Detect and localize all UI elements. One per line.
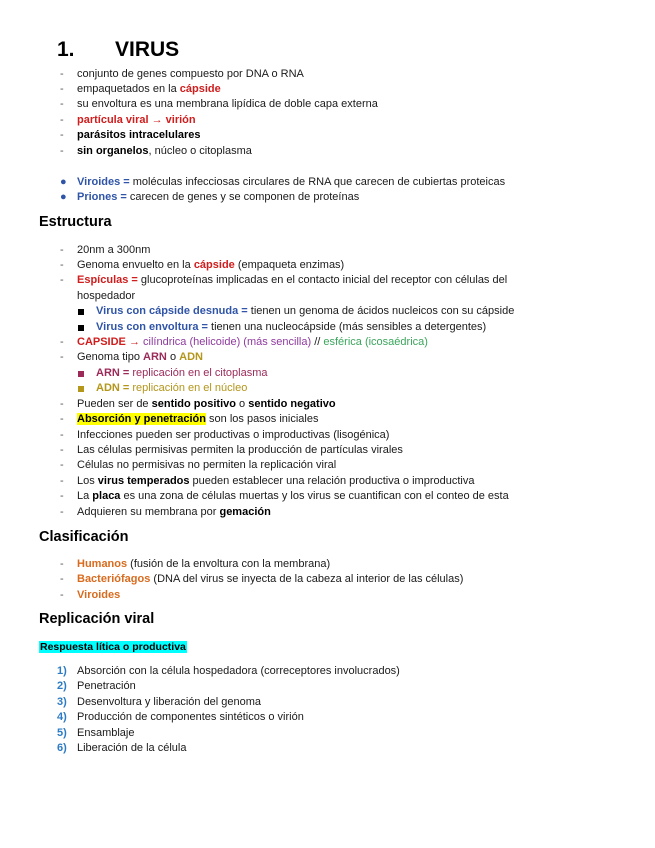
step-item: Ensamblaje — [77, 727, 135, 739]
list-item: Las células permisivas permiten la producción de partículas virales — [77, 444, 403, 456]
sub-list-item: ADN = replicación en el núcleo — [96, 382, 248, 394]
subheading-respuesta-litica: Respuesta lítica o productiva — [40, 641, 186, 653]
list-item: Espículas = glucoproteínas implicadas en el contacto inicial del receptor con células del — [77, 274, 508, 286]
step-item: Producción de componentes sintéticos o virión — [77, 711, 304, 723]
list-item: sin organelos, núcleo o citoplasma — [77, 145, 252, 157]
list-item: Absorción y penetración son los pasos iniciales — [77, 413, 319, 425]
square-bullet-icon — [78, 386, 84, 392]
list-item: Bacteriófagos (DNA del virus se inyecta de la cabeza al interior de las células) — [77, 573, 464, 585]
square-bullet-icon — [78, 325, 84, 331]
list-item: conjunto de genes compuesto por DNA o RNA — [77, 68, 304, 80]
list-item: Infecciones pueden ser productivas o improductivas (lisogénica) — [77, 429, 390, 441]
square-bullet-icon — [78, 371, 84, 377]
list-item: Viroides — [77, 589, 121, 601]
bullet-icon: ● — [60, 176, 67, 188]
list-item: partícula viral → virión — [77, 114, 196, 126]
section-heading-estructura: Estructura — [39, 214, 112, 230]
list-item: Pueden ser de sentido positivo o sentido negativo — [77, 398, 336, 410]
list-item: su envoltura es una membrana lipídica de doble capa externa — [77, 98, 378, 110]
list-item: Genoma envuelto en la cápside (empaqueta enzimas) — [77, 259, 345, 271]
document-page: 1. VIRUS - conjunto de genes compuesto por DNA o RNA - empaquetados en la cápside - su envoltura es una membrana lipídica de doble capa externa - partícula viral → virión - parásitos intracelulares - sin organelos, núcleo o citoplasma ● Viroides = moléculas infecciosas circulares de RNA que carecen de cubiertas proteicas ● Priones = carecen de genes y se componen de proteínas Estructura - 20nm a 300nm - Genoma envuelto en la cápside (empaqueta enzimas) - Espículas = glucoproteínas implicadas en el contacto inicial del receptor con células del hospedador Virus con cápside desnuda = tienen un genoma de ácidos nucleicos con su cápside Virus con envoltura = tienen una nucleocápside (más sensibles a detergentes) - CAPSIDE → cilíndrica (helicoide) (más sencilla) // esférica (icosaédrica) - Genoma tipo ARN o ADN ARN = replicación en el citoplasma ADN = replicación en el núcleo - Pueden ser de sentido positivo o sentido negativo - Absorción y penetración son los pasos iniciales - Infecciones pueden ser productivas o improductivas (lisogénica) - Las células permisivas permiten la producción de partículas virales - Células no permisivas no permiten la replicación viral - Los virus temperados pueden establecer una relación productiva o improductiva - La placa es una zona de células muertas y los virus se cuantifican con el conteo de esta - Adquieren su membrana por gemación Clasificación - Humanos (fusión de la envoltura con la membrana) - Bacteriófagos (DNA del virus se inyecta de la cabeza al interior de las células) - Viroides Replicación viral Respuesta lítica o productiva 1) Absorción con la célula hospedadora (correceptores involucrados) 2) Penetración 3) Desenvoltura y liberación del genoma 4) Producción de componentes sintéticos o virión 5) Ensamblaje 6) Liberación de la célula — [39, 38, 515, 754]
list-item: Viroides = moléculas infecciosas circulares de RNA que carecen de cubiertas proteicas — [77, 176, 506, 188]
step-item: Penetración — [77, 680, 136, 692]
list-item: Humanos (fusión de la envoltura con la membrana) — [77, 558, 331, 570]
section-heading-clasificacion: Clasificación — [39, 529, 129, 545]
page-title — [57, 38, 179, 62]
list-item: 20nm a 300nm — [77, 244, 151, 256]
list-item: La placa es una zona de células muertas y los virus se cuantifican con el conteo de esta — [77, 490, 509, 502]
sub-list-item: Virus con cápside desnuda = tienen un genoma de ácidos nucleicos con su cápside — [96, 305, 515, 317]
step-item: Absorción con la célula hospedadora (correceptores involucrados) — [77, 665, 400, 677]
title-text: VIRUS — [115, 38, 180, 61]
list-item: CAPSIDE → cilíndrica (helicoide) (más sencilla) // esférica (icosaédrica) — [77, 336, 428, 348]
step-item: Liberación de la célula — [77, 742, 187, 754]
list-item: Los virus temperados pueden establecer una relación productiva o improductiva — [77, 475, 475, 487]
list-item: Adquieren su membrana por gemación — [77, 506, 271, 518]
bullet-icon: ● — [60, 191, 67, 203]
step-item: Desenvoltura y liberación del genoma — [77, 696, 262, 708]
title-number: 1. — [57, 38, 75, 61]
sub-list-item: ARN = replicación en el citoplasma — [96, 367, 268, 379]
list-item-continuation: hospedador — [77, 290, 136, 302]
square-bullet-icon — [78, 309, 84, 315]
list-item: Células no permisivas no permiten la replicación viral — [77, 459, 337, 471]
list-item: Genoma tipo ARN o ADN — [77, 351, 203, 363]
sub-list-item: Virus con envoltura = tienen una nucleocápside (más sensibles a detergentes) — [96, 321, 487, 333]
list-item: parásitos intracelulares — [77, 129, 201, 141]
list-item: Priones = carecen de genes y se componen de proteínas — [77, 191, 360, 203]
section-heading-replicacion: Replicación viral — [39, 611, 155, 627]
list-item: empaquetados en la cápside — [77, 83, 221, 95]
